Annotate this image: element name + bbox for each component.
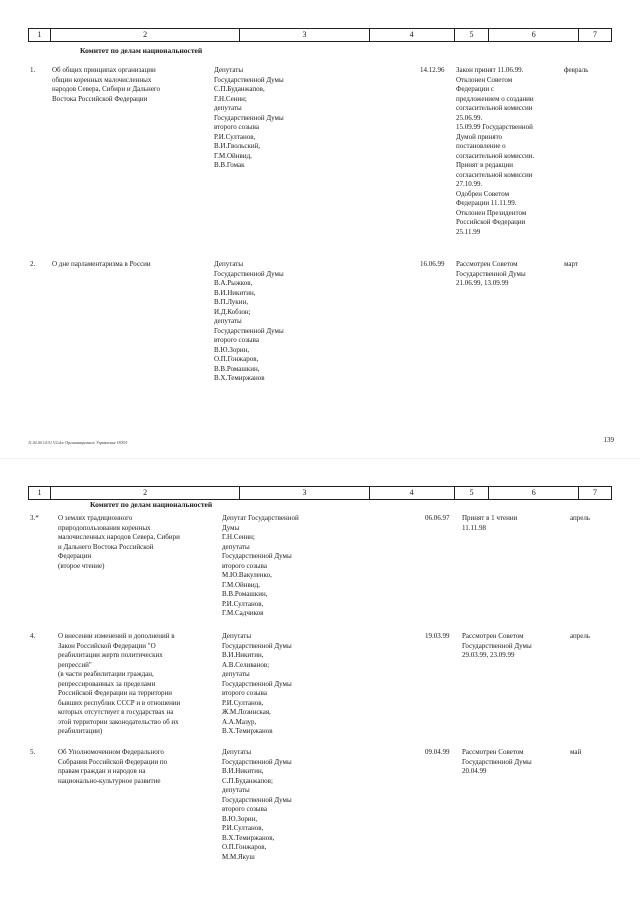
submission-date: 14.12.96: [420, 66, 445, 74]
committee-heading: Комитет по делам национальностей: [80, 46, 203, 55]
bill-title: Об общих принципах организации общин коренных малочисленных народов Севера, Сибири и Дальнего Востока Российской Федерации: [52, 66, 161, 103]
bill-title: О дне парламентаризма в России: [52, 260, 151, 268]
planned-month: апрель: [570, 632, 591, 640]
page-footer: 11.02.00 14:51 V2.doc Организационное Управление ООО3: [28, 440, 128, 445]
submission-date: 16.06.99: [420, 260, 445, 268]
bill-status: Закон принят 11.06.99. Отклонен Советом Федерации с предложением о создании согласительной комиссии 25.06.99. 15.09.99 Государственной Думой принято постановление о согласительной комиссии. Принят в редакции согласительной комиссии 27.10.99. Одобрен Советом Федерации 11.11.99. Отклонен Президентом Российской Федерации 25.11.99: [456, 66, 535, 236]
row-number: 1.: [30, 66, 36, 74]
column-number-4: 4: [370, 29, 455, 41]
bill-status: Принят в 1 чтении 11.11.98: [462, 514, 518, 532]
planned-month: май: [570, 748, 582, 756]
page-number: 139: [603, 436, 614, 444]
bill-authors: Депутаты Государственной Думы С.П.Буданжапов, Г.Н.Сенин; депутаты Государственной Думы второго созыва Р.И.Султанов, В.И.Гвольский, Г.М.Ойнвид, В.В.Гомак: [214, 66, 284, 169]
column-number-4: 4: [370, 487, 455, 499]
row-number: 5.: [30, 748, 36, 756]
bill-authors: Депутаты Государственной Думы В.А.Рыжков, В.И.Никитин, В.П.Лукин, И.Д.Кобзон; депутаты Государственной Думы второго созыва В.Ю.Зорин, О.П.Гонжаров, В.В.Ромашкин, В.Х.Темиржанов: [214, 260, 284, 382]
column-number-1: 1: [29, 487, 51, 499]
bill-status: Рассмотрен Советом Государственной Думы 21.06.99, 13.09.99: [456, 260, 526, 287]
column-number-3: 3: [240, 487, 370, 499]
bill-authors: Депутат Государственной Думы Г.Н.Сенин; депутаты Государственной Думы второго созыва М.Ю.Вакуленко, Г.М.Ойнвид, В.В.Ромашкин, Р.И.Султанов, Г.М.Садчиков: [222, 514, 299, 617]
row-number: 4.: [30, 632, 36, 640]
column-number-5: 5: [455, 487, 490, 499]
bill-status: Рассмотрен Советом Государственной Думы 20.04.99: [462, 748, 532, 775]
bill-title: Об Уполномоченном Федерального Собрания Российской Федерации по правам граждан и народов на национально-культурное развитие: [58, 748, 168, 785]
planned-month: февраль: [564, 66, 589, 74]
submission-date: 09.04.99: [425, 748, 450, 756]
bill-authors: Депутаты Государственной Думы В.И.Никитин, А.В.Селиванов; депутаты Государственной Думы второго созыва Р.И.Султанов, Ж.М.Лозинская, А.А.Мазур, В.Х.Темиржанов: [222, 632, 292, 735]
bill-title: О внесении изменений и дополнений в Закон Российской Федерации "О реабилитации жертв политических репрессий" (в части реабилитации граждан, репрессированных за пределами Российской Федерации на территории бывших республик СССР и в отношении которых отсутствует в государствах на этой территории законодательство об их реабилитации): [58, 632, 181, 735]
column-header-row: [28, 486, 612, 500]
column-number-6: 6: [489, 487, 579, 499]
column-number-2: 2: [51, 487, 240, 499]
submission-date: 06.06.97: [425, 514, 450, 522]
column-number-7: 7: [593, 30, 598, 39]
submission-date: 19.03.99: [425, 632, 450, 640]
bill-title: О землях традиционного природопользования коренных малочисленных народов Севера, Сибири и Дальнего Востока Российской Федерации (второе чтение): [58, 514, 180, 570]
planned-month: апрель: [570, 514, 591, 522]
row-number: 3.*: [30, 514, 39, 522]
column-number-1: 1: [29, 29, 51, 41]
bill-authors: Депутаты Государственной Думы В.И.Никитин, С.П.Буданжапов; депутаты Государственной Думы второго созыва В.Ю.Зорин, Р.И.Султанов, В.Х.Темиржанов, О.П.Гонжаров, М.М.Якуш: [222, 748, 292, 861]
planned-month: март: [564, 260, 578, 268]
bill-status: Рассмотрен Советом Государственной Думы 29.03.99, 23.09.99: [462, 632, 532, 659]
page-divider: [0, 458, 640, 459]
committee-heading: Комитет по делам национальностей: [90, 500, 213, 509]
column-header-row: [28, 28, 612, 42]
row-number: 2.: [30, 260, 36, 268]
column-number-6: 6: [489, 29, 579, 41]
column-number-3: 3: [240, 29, 370, 41]
column-number-5: 5: [455, 29, 490, 41]
column-number-2: 2: [51, 29, 240, 41]
column-number-7: 7: [593, 488, 598, 497]
document-page-2: [0, 470, 640, 900]
